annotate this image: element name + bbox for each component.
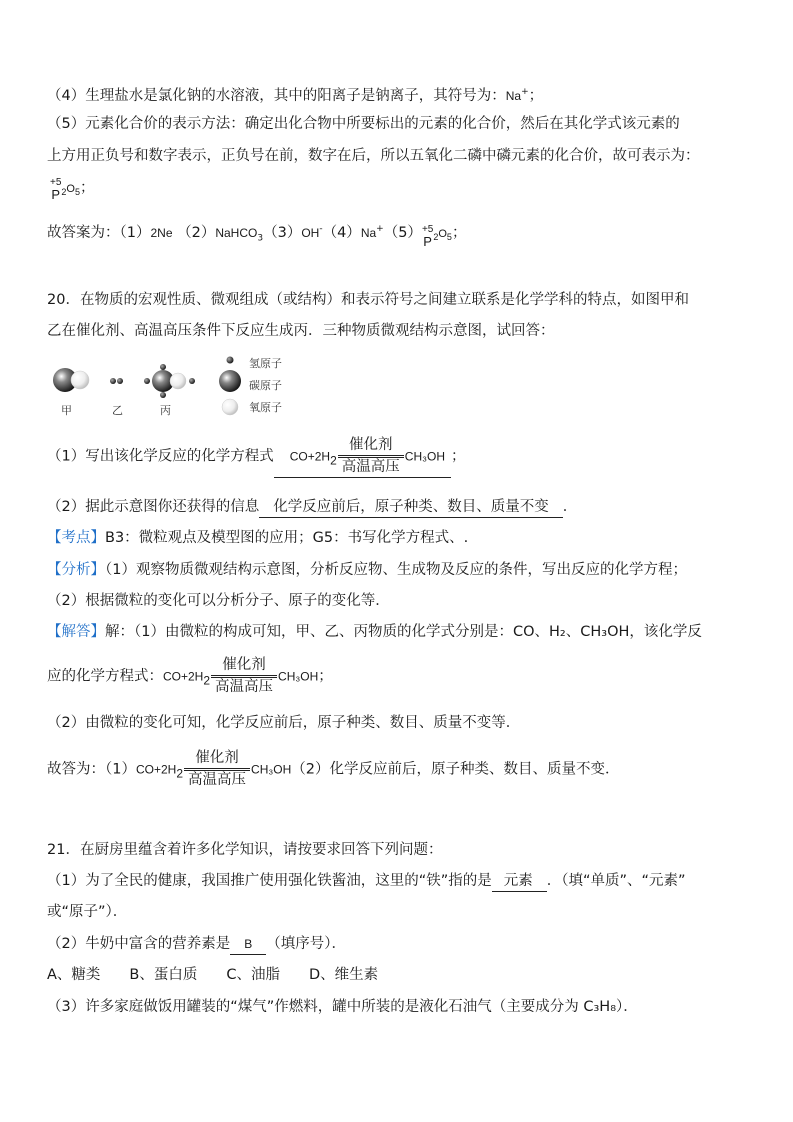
eq-right: CH₃OH (251, 762, 292, 777)
catalyst-label: 催化剂 (349, 437, 393, 453)
oxygen-atom (170, 373, 186, 389)
catalyst-label: 催化剂 (222, 657, 266, 673)
q20-line2: 乙在催化剂、高温高压条件下反应生成丙．三种物质微观结构示意图，试回答： (47, 323, 555, 339)
legend-carbon-label: 碳原子 (249, 379, 282, 392)
q21-q2 (47, 934, 346, 955)
q20-q2-end: ． (562, 499, 578, 515)
q20-answer-prefix: 故答为：（1） (47, 761, 136, 778)
eq-right: CH₃OH (404, 449, 445, 464)
eq-left-sub: 2 (176, 766, 184, 781)
fenxi-line2: （2）根据微粒的变化可以分析分子、原子的变化等． (47, 593, 390, 609)
answer-label: 故答案为：（1） (47, 224, 151, 241)
q20-answer-rest: （2）化学反应前后，原子种类、数目、质量不变． (291, 761, 620, 778)
kaodian-tag: 【考点】 (47, 530, 105, 546)
answer-5-val: +5 (421, 223, 434, 235)
legend-carbon (219, 370, 241, 392)
q20-q1-end: ； (451, 448, 466, 465)
condition-label: 高温高压 (215, 679, 274, 695)
answer-5-valence (422, 224, 433, 249)
jieda-eq-prefix: 应的化学方程式： (47, 668, 163, 685)
eq-left: CO+2H (163, 669, 204, 684)
oxygen-atom (71, 371, 89, 389)
answer-1: 2Ne (150, 225, 173, 240)
molecule-diagram (47, 354, 297, 424)
element-p: P (51, 187, 61, 202)
answer-5-o: O (438, 227, 447, 240)
answer-5-sub2: 5 (446, 232, 452, 243)
p-sub: 2 (61, 187, 67, 197)
hydrogen-atom (160, 392, 166, 398)
jieda-eq-end: ； (318, 668, 333, 685)
legend-hydrogen-label: 氢原子 (249, 357, 282, 370)
eq-right: CH₃OH (278, 669, 319, 684)
q21-options: A、糖类 B、蛋白质 C、油脂 D、维生素 (47, 967, 379, 983)
valence-value: +5 (50, 177, 62, 188)
eq-left-sub: 2 (203, 673, 211, 688)
answer-5-sub1: 2 (433, 232, 439, 243)
condition-label: 高温高压 (341, 459, 400, 475)
molecule-figure (47, 354, 297, 424)
na-charge: + (521, 87, 529, 97)
q20-q1 (47, 436, 466, 478)
hydrogen-atom (117, 378, 123, 384)
fenxi-text: （1）观察物质微观结构示意图，分析反应物、生成物及反应的条件，写出反应的化学方程； (105, 562, 687, 578)
p4-text: （4）生理盐水是氯化钠的水溶液，其中的阳离子是钠离子，其符号为： (47, 87, 506, 104)
paragraph-4 (47, 82, 543, 106)
o-sub: 5 (74, 187, 80, 197)
q20-q2 (47, 497, 577, 518)
q20-line1: 20．在物质的宏观性质、微观组成（或结构）和表示符号之间建立联系是化学学科的特点，如图甲和 (47, 292, 689, 308)
answer-4-label: （4） (322, 224, 361, 241)
p4-end: ； (528, 87, 544, 104)
q21-q1-line2: 或“原子”）． (47, 904, 128, 920)
answer-5-el: P (423, 233, 432, 249)
eq-left-sub: 2 (330, 453, 337, 468)
condition-label: 高温高压 (188, 772, 247, 788)
legend-oxygen (222, 399, 238, 415)
q21-q2-answer: B (230, 935, 266, 955)
hydrogen-atom (144, 378, 150, 384)
jieda-text: 解：（1）由微粒的构成可知，甲、乙、丙物质的化学式分别是：CO、H₂、CH₃OH，该化学反 (105, 624, 702, 640)
answer-3-charge: - (319, 224, 323, 234)
q21-q2-post: （填序号）． (266, 936, 346, 952)
q21-q2-prompt: （2）牛奶中富含的营养素是 (47, 936, 231, 952)
q21-q1 (47, 871, 686, 892)
reaction-condition (338, 436, 404, 477)
q20-answer (47, 749, 619, 790)
paragraph-5-line2: 上方用正负号和数字表示，正负号在前，数字在后，所以五氧化二磷中磷元素的化合价，故可表示为： (47, 148, 700, 164)
answer-4-charge: + (376, 224, 384, 234)
phosphorus-valence (50, 177, 61, 202)
q21-q3: （3）许多家庭做饭用罐装的“煤气”作燃料，罐中所装的是液化石油气（主要成分为 C₃H₈）． (47, 999, 638, 1015)
q20-q1-answer (274, 436, 451, 478)
answer-3-label: （3） (263, 224, 302, 241)
paragraph-5-line1: （5）元素化合价的表示方法：确定出化合物中所要标出的元素的化合价，然后在其化学式该元素的 (47, 116, 680, 132)
label-bing: 丙 (160, 404, 171, 417)
kaodian-line (47, 528, 468, 548)
jieda-equation (47, 656, 333, 697)
answer-end: ； (451, 224, 467, 241)
na-symbol: Na (505, 88, 522, 103)
p2o5-valence (50, 177, 95, 202)
jieda-tag: 【解答】 (47, 624, 105, 640)
jieda-line (47, 622, 702, 642)
q21-q1-post: ．（填“单质”、“元素” (546, 873, 686, 889)
reaction-condition (211, 656, 277, 697)
legend-oxygen-label: 氧原子 (249, 401, 282, 414)
answer-4: Na (360, 225, 377, 240)
p5-end: ； (80, 179, 95, 196)
eq-left: CO+2H (289, 449, 331, 464)
hydrogen-atom (160, 364, 166, 370)
answer-2-sub: 3 (257, 233, 264, 244)
catalyst-label: 催化剂 (195, 750, 239, 766)
answer-2-label: （2） (177, 224, 216, 241)
legend-hydrogen (227, 357, 234, 364)
label-yi: 乙 (112, 404, 123, 417)
fenxi-line (47, 560, 687, 580)
q20-q2-answer: 化学反应前后，原子种类、数目、质量不变 (259, 498, 563, 518)
jieda-line3: （2）由微粒的变化可知，化学反应前后，原子种类、数目、质量不变等． (47, 715, 521, 731)
eq-left: CO+2H (135, 762, 177, 777)
answer-5-label: （5） (383, 224, 422, 241)
answer-3: OH (301, 225, 320, 240)
q21-q1-prompt: （1）为了全民的健康，我国推广使用强化铁酱油，这里的“铁”指的是 (47, 873, 492, 889)
label-jia: 甲 (61, 404, 72, 417)
hydrogen-atom (189, 378, 195, 384)
fenxi-tag: 【分析】 (47, 562, 105, 578)
q21-q1-answer: 元素 (492, 872, 547, 892)
kaodian-text: B3：微粒观点及模型图的应用；G5：书写化学方程式、. (105, 530, 469, 546)
reaction-condition (184, 749, 250, 790)
q20-q2-prompt: （2）据此示意图你还获得的信息 (47, 499, 260, 515)
q20-q1-prompt: （1）写出该化学反应的化学方程式 (47, 448, 274, 465)
answer-2: NaHCO (215, 225, 258, 240)
hydrogen-atom (110, 378, 116, 384)
answer-line (47, 219, 466, 249)
q21-line1: 21．在厨房里蕴含着许多化学知识，请按要求回答下列问题： (47, 842, 443, 858)
oxygen: O (66, 182, 75, 195)
